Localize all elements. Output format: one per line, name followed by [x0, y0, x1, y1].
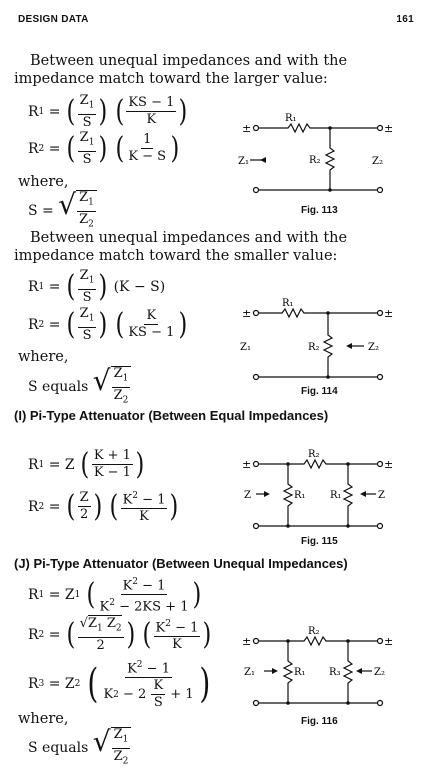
equation-s-1: S = √ $\frac{Z_1}{Z_2}$ [28, 190, 97, 231]
equation-s-2: S equals √ $\frac{Z_1}{Z_2}$ [28, 366, 131, 407]
svg-text:Z₁: Z₁ [244, 667, 255, 678]
svg-text:±: ± [384, 635, 394, 648]
equation-r2-smaller: R 2 = ( $\frac{Z_1}{S}$ ) ( $\frac{K}{KS - 1}$ ) [28, 306, 188, 343]
intro-paragraph-1: Between unequal impedances and with the impedance match toward the larger value: [14, 53, 348, 87]
svg-text:±: ± [384, 307, 394, 320]
svg-text:Z₂: Z₂ [368, 342, 379, 353]
svg-text:R₂: R₂ [308, 342, 320, 353]
equation-r1-pi-unequal: R 1 = Z 1 ( $\frac{K^2 - 1}{K^2 - 2KS + 1}$ ) [28, 576, 202, 615]
page-number: 161 [396, 14, 414, 25]
equation-r1-larger: R 1 = ( $\frac{Z_1}{S}$ ) ( $\frac{KS - 1}{K}$ ) [28, 93, 188, 130]
equation-r3-pi-unequal: R 3 = Z 2 ( $K^2 - 1$ K 2 − 2 $\frac{K}{S}$ + 1 ) [28, 660, 210, 711]
figure-113-circuit [238, 110, 398, 205]
svg-text:R₁: R₁ [294, 667, 306, 678]
svg-text:±: ± [242, 307, 252, 320]
equation-r2-pi-unequal: R 2 = ( $\frac{√Z_1 Z_2}{2}$ ) ( $\frac{K^2 - 1}{K}$ ) [28, 616, 212, 653]
figure-114-caption: Fig. 114 [301, 386, 338, 397]
section-j-heading: (J) Pi-Type Attenuator (Between Unequal Impedances) [14, 556, 348, 571]
svg-text:R₂: R₂ [309, 155, 321, 166]
where-label-1: where, [18, 174, 69, 190]
s-equals-label-3: S equals [28, 739, 89, 756]
svg-text:Z: Z [244, 490, 251, 501]
svg-text:R₁: R₁ [282, 298, 294, 309]
svg-text:Z₂: Z₂ [374, 667, 385, 678]
svg-text:Z₁: Z₁ [240, 342, 251, 353]
svg-text:±: ± [242, 458, 252, 471]
svg-text:R₂: R₂ [308, 449, 320, 460]
svg-text:±: ± [384, 458, 394, 471]
equation-s-3: S equals √ $\frac{Z_1}{Z_2}$ [28, 727, 131, 768]
svg-text:R₁: R₁ [330, 490, 342, 501]
s-equals-label-2: S equals [28, 378, 89, 395]
equation-r2-larger: R 2 = ( $\frac{Z_1}{S}$ ) ( $\frac{1}{K - S}$ ) [28, 130, 180, 167]
figure-116-caption: Fig. 116 [301, 716, 338, 727]
figure-113-caption: Fig. 113 [301, 205, 338, 216]
running-header: DESIGN DATA [18, 14, 89, 25]
svg-text:R₃: R₃ [329, 667, 341, 678]
equation-r1-smaller: R 1 = ( $\frac{Z_1}{S}$ ) (K − S) [28, 268, 166, 305]
svg-text:Z: Z [378, 490, 385, 501]
figure-114-circuit [238, 295, 398, 387]
svg-text:Z₁: Z₁ [238, 156, 249, 167]
where-label-2: where, [18, 349, 69, 365]
intro-paragraph-2: Between unequal impedances and with the impedance match toward the smaller value: [14, 230, 348, 264]
where-label-3: where, [18, 711, 69, 727]
svg-text:±: ± [242, 635, 252, 648]
figure-115-circuit [238, 446, 398, 538]
equation-r1-pi-equal: R 1 = Z ( $\frac{K + 1}{K - 1}$ ) [28, 446, 145, 482]
svg-text:Z₂: Z₂ [372, 156, 383, 167]
figure-115-caption: Fig. 115 [301, 536, 338, 547]
svg-text:±: ± [242, 122, 252, 135]
svg-text:±: ± [384, 122, 394, 135]
svg-text:R₂: R₂ [308, 626, 320, 637]
equation-r2-pi-equal: R 2 = ( $\frac{Z}{2}$ ) ( $\frac{K^2 - 1}{K}$ ) [28, 488, 179, 525]
figure-116-circuit [238, 623, 398, 715]
svg-text:R₁: R₁ [294, 490, 306, 501]
svg-text:R₁: R₁ [285, 113, 297, 124]
section-i-heading: (I) Pi-Type Attenuator (Between Equal Impedances) [14, 408, 329, 423]
